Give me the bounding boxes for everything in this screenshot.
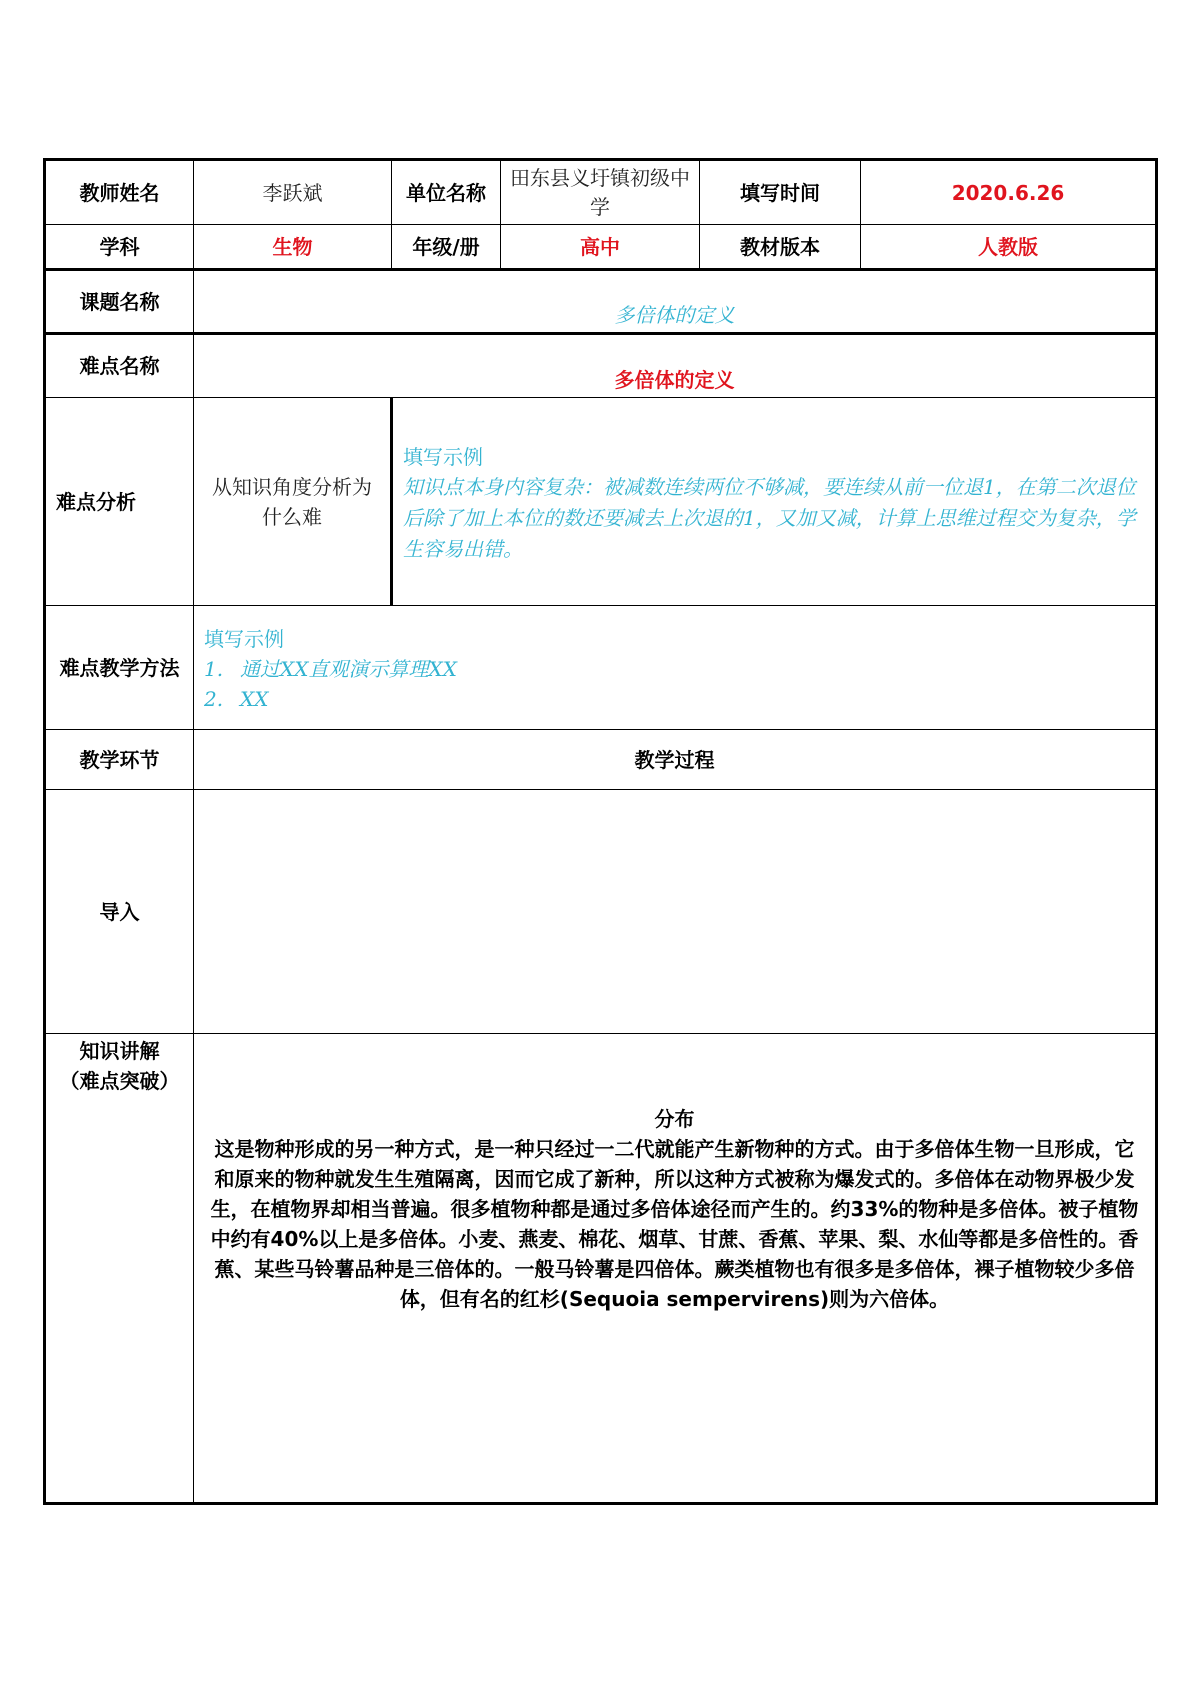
method-item bbox=[204, 684, 1149, 714]
date-value: 2020.6.26 bbox=[861, 160, 1157, 225]
edition-label: 教材版本 bbox=[700, 225, 861, 270]
analysis-example-cell bbox=[392, 398, 1157, 606]
analysis-example-text: 知识点本身内容复杂：被减数连续两位不够减，要连续从前一位退1，在第二次退位后除了加上本位的数还要减去上次退的1，又加又减，计算上思维过程交为复杂，学生容易出错。 bbox=[403, 475, 1136, 561]
knowledge-row bbox=[45, 1034, 1157, 1504]
difficulty-row bbox=[45, 334, 1157, 398]
method-example-title: 填写示例 bbox=[204, 627, 284, 651]
unit-value: 田东县义圩镇初级中学 bbox=[501, 160, 700, 225]
teacher-label: 教师姓名 bbox=[45, 160, 194, 225]
intro-label: 导入 bbox=[45, 790, 194, 1034]
analysis-label: 难点分析 bbox=[45, 398, 194, 606]
intro-content bbox=[194, 790, 1157, 1034]
method-item bbox=[204, 654, 1149, 684]
method-item-text: 通过XX直观演示算理XX bbox=[240, 657, 457, 681]
knowledge-heading: 分布 bbox=[654, 1107, 695, 1131]
date-label: 填写时间 bbox=[700, 160, 861, 225]
lesson-form bbox=[43, 158, 1155, 1505]
header-row-2 bbox=[45, 225, 1157, 270]
process-label: 教学过程 bbox=[194, 730, 1157, 790]
edition-value: 人教版 bbox=[861, 225, 1157, 270]
lesson-table bbox=[43, 158, 1158, 1505]
difficulty-label: 难点名称 bbox=[45, 334, 194, 398]
topic-label: 课题名称 bbox=[45, 270, 194, 334]
grade-label: 年级/册 bbox=[392, 225, 501, 270]
knowledge-label-line1: 知识讲解 bbox=[79, 1039, 160, 1063]
method-row bbox=[45, 606, 1157, 730]
knowledge-body: 这是物种形成的另一种方式，是一种只经过一二代就能产生新物种的方式。由于多倍体生物一旦形成，它和原来的物种就发生生殖隔离，因而它成了新种，所以这种方式被称为爆发式的。多倍体在动物界极少发生，在植物界却相当普遍。很多植物种都是通过多倍体途径而产生的。约33%的物种是多倍体。被子植物中约有40%以上是多倍体。小麦、燕麦、棉花、烟草、甘蔗、香蕉、苹果、梨、水仙等都是多倍性的。香蕉、某些马铃薯品种是三倍体的。一般马铃薯是四倍体。蕨类植物也有很多是多倍体，裸子植物较少多倍体，但有名的红杉(Sequoia sempervirens)则为六倍体。 bbox=[210, 1137, 1139, 1311]
method-item-text: XX bbox=[240, 687, 269, 711]
intro-row bbox=[45, 790, 1157, 1034]
subject-value: 生物 bbox=[194, 225, 392, 270]
topic-cell bbox=[194, 270, 1157, 334]
process-header-row bbox=[45, 730, 1157, 790]
analysis-example-title: 填写示例 bbox=[403, 445, 483, 469]
topic-value: 多倍体的定义 bbox=[614, 303, 735, 327]
analysis-sub-label: 从知识角度分析为什么难 bbox=[194, 398, 392, 606]
knowledge-content-cell bbox=[194, 1034, 1157, 1504]
method-item-num: 1. bbox=[204, 657, 224, 681]
stage-label: 教学环节 bbox=[45, 730, 194, 790]
unit-label: 单位名称 bbox=[392, 160, 501, 225]
subject-label: 学科 bbox=[45, 225, 194, 270]
grade-value: 高中 bbox=[501, 225, 700, 270]
difficulty-value: 多倍体的定义 bbox=[194, 334, 1157, 398]
header-row-1 bbox=[45, 160, 1157, 225]
method-example-cell bbox=[194, 606, 1157, 730]
teacher-value: 李跃斌 bbox=[194, 160, 392, 225]
analysis-row bbox=[45, 398, 1157, 606]
method-label: 难点教学方法 bbox=[45, 606, 194, 730]
topic-row bbox=[45, 270, 1157, 334]
knowledge-label-line2: （难点突破） bbox=[59, 1069, 180, 1093]
method-item-num: 2. bbox=[204, 687, 224, 711]
knowledge-label-cell bbox=[45, 1034, 194, 1504]
